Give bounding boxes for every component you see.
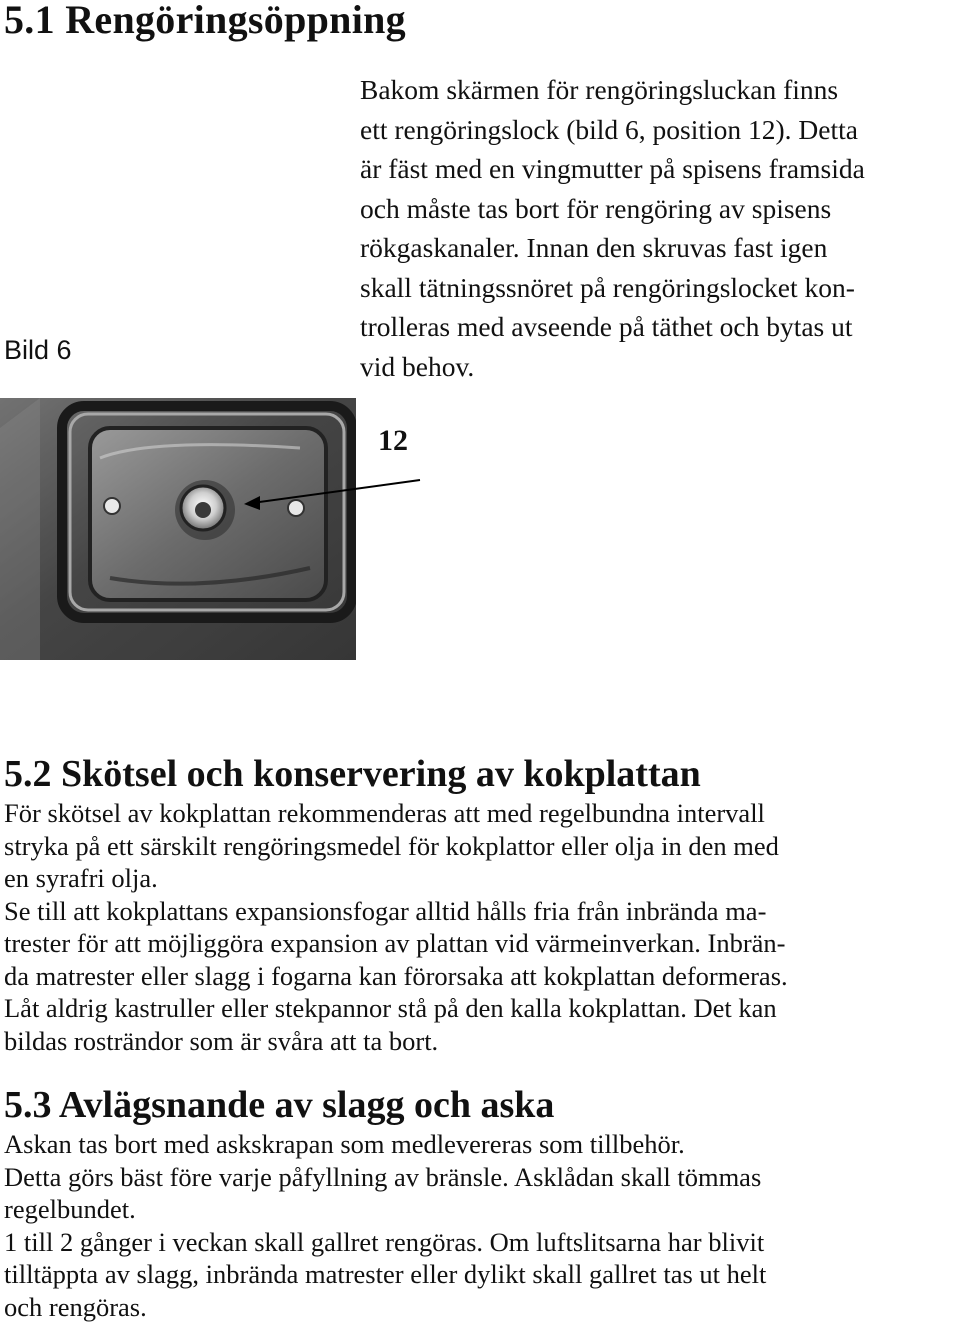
text-line: da matrester eller slagg i fogarna kan förorsaka att kokplattan deformeras. (4, 960, 788, 991)
text-line: är fäst med en vingmutter på spisens framsida (360, 153, 865, 184)
text-line: Detta görs bäst före varje påfyllning av bränsle. Asklådan skall tömmas (4, 1161, 762, 1192)
text-line: trolleras med avseende på täthet och bytas ut (360, 311, 853, 342)
text-line: trester för att möjliggöra expansion av plattan vid värmeinverkan. Inbrän- (4, 928, 786, 958)
section-5-2-body (4, 797, 954, 1057)
text-line: rökgaskanaler. Innan den skruvas fast igen (360, 232, 828, 263)
text-line: Se till att kokplattans expansionsfogar alltid hålls fria från inbrända ma- (4, 895, 767, 926)
text-line: Låt aldrig kastruller eller stekpannor stå på den kalla kokplattan. Det kan (4, 993, 777, 1023)
callout-arrow (230, 468, 430, 518)
text-line: stryka på ett särskilt rengöringsmedel för kokplattor eller olja in den med (4, 830, 779, 861)
text-line: 1 till 2 gånger i veckan skall gallret rengöras. Om luftslitsarna har blivit (4, 1226, 765, 1257)
text-line: en syrafri olja. (4, 863, 158, 893)
intro-paragraph (360, 70, 950, 386)
text-line: tilltäppta av slagg, inbrända matrester eller dylikt skall gallret tas ut helt (4, 1259, 767, 1289)
section-heading-5-2: 5.2 Skötsel och konservering av kokplattan (4, 753, 701, 795)
section-heading-5-1: 5.1 Rengöringsöppning (4, 0, 406, 42)
section-5-3-body (4, 1128, 954, 1323)
text-line: och måste tas bort för rengöring av spisens (360, 192, 832, 224)
text-line: För skötsel av kokplattan rekommenderas att med regelbundna intervall (4, 798, 765, 828)
text-line: Bakom skärmen för rengöringsluckan finns (360, 74, 839, 105)
text-line: ett rengöringslock (bild 6, position 12). Detta (360, 113, 858, 145)
text-line: Askan tas bort med askskrapan som medlevereras som tillbehör. (4, 1129, 685, 1159)
position-callout-label: 12 (378, 424, 408, 457)
text-line: bildas rosträndor som är svåra att ta bort. (4, 1025, 439, 1056)
text-line: skall tätningssnöret på rengöringslocket kon- (360, 271, 855, 303)
cleaning-lid-photo (0, 398, 356, 660)
section-heading-5-3: 5.3 Avlägsnande av slagg och aska (4, 1084, 555, 1126)
text-line: och rengöras. (4, 1291, 147, 1322)
figure-label: Bild 6 (4, 335, 72, 365)
text-line: regelbundet. (4, 1194, 136, 1224)
text-line: vid behov. (360, 350, 475, 382)
